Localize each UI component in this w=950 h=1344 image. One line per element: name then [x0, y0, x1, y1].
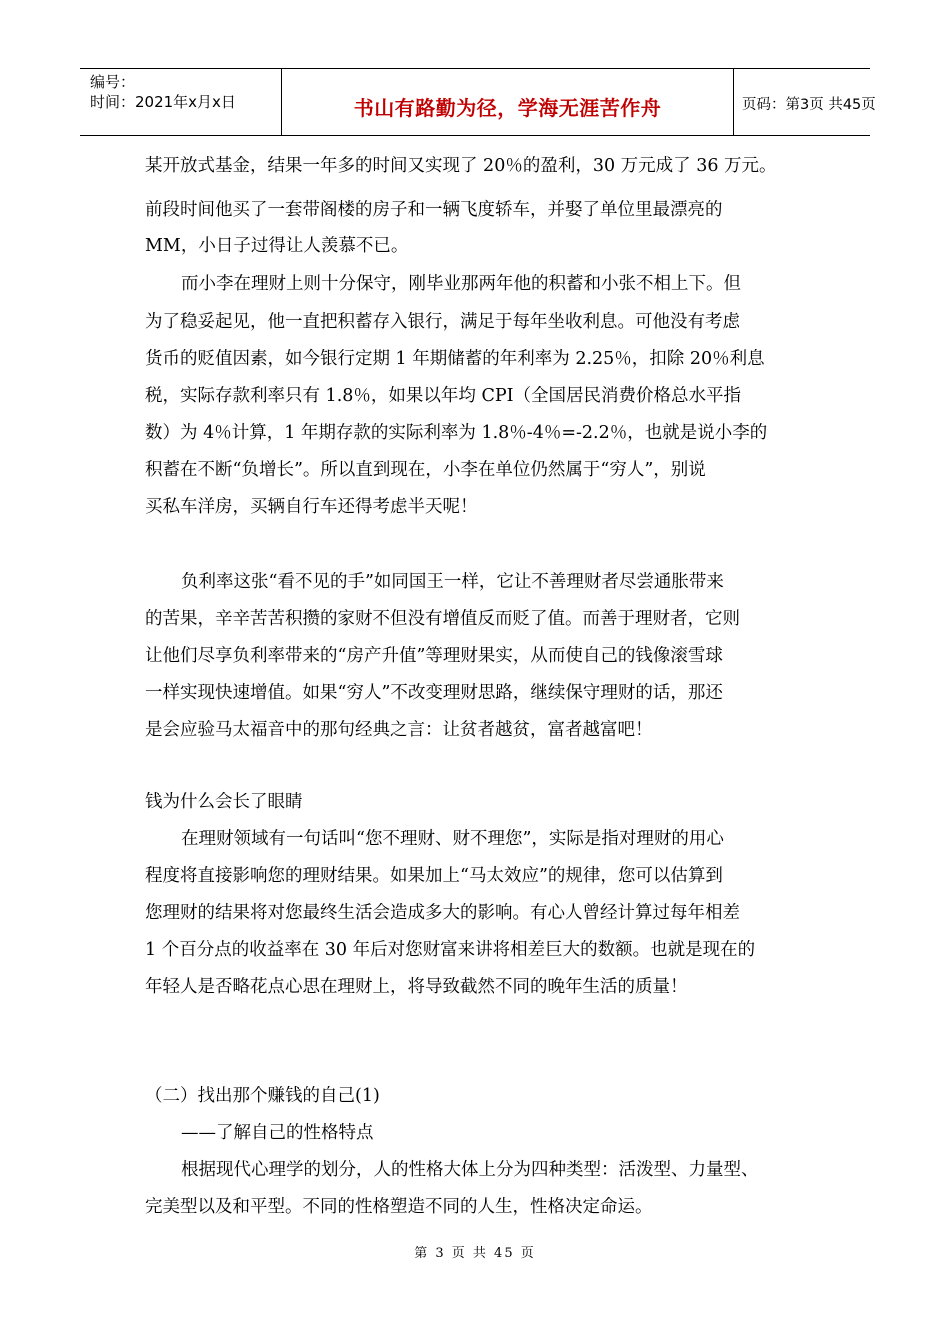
body-line: 年轻人是否略花点心思在理财上，将导致截然不同的晚年生活的质量！ — [145, 977, 688, 997]
body-line: 完美型以及和平型。不同的性格塑造不同的人生，性格决定命运。 — [145, 1197, 653, 1217]
body-line: 买私车洋房，买辆自行车还得考虑半天呢！ — [145, 497, 478, 517]
header-page-number: 页码：第3页 共45页 — [742, 97, 876, 113]
page-footer: 第 3 页 共 45 页 — [414, 1246, 536, 1261]
section-heading: （二）找出那个赚钱的自己(1) — [145, 1086, 380, 1106]
document-code-label: 编号： — [90, 73, 136, 91]
body-line: 负利率这张“看不见的手”如同国王一样，它让不善理财者尽尝通胀带来 — [181, 572, 724, 592]
header-page-cell — [734, 69, 876, 135]
body-line: 您理财的结果将对您最终生活会造成多大的影响。有心人曾经计算过每年相差 — [145, 903, 740, 923]
body-line: 前段时间他买了一套带阁楼的房子和一辆飞度轿车，并娶了单位里最漂亮的 — [145, 200, 723, 220]
body-line: 税，实际存款利率只有 1.8％，如果以年均 CPI（全国居民消费价格总水平指 — [145, 386, 742, 406]
header-motto-cell — [282, 69, 734, 135]
section-subheading: ——了解自己的性格特点 — [181, 1123, 374, 1143]
body-line: 货币的贬值因素，如今银行定期 1 年期储蓄的年利率为 2.25％，扣除 20％利息 — [145, 349, 765, 369]
page-header — [80, 68, 876, 136]
header-motto: 书山有路勤为径，学海无涯苦作舟 — [353, 96, 662, 120]
body-line: 是会应验马太福音中的那句经典之言：让贫者越贫，富者越富吧！ — [145, 720, 653, 740]
body-line: 而小李在理财上则十分保守，刚毕业那两年他的积蓄和小张不相上下。但 — [181, 274, 741, 294]
body-line: 的苦果，辛辛苦苦积攒的家财不但没有增值反而贬了值。而善于理财者，它则 — [145, 609, 740, 629]
body-line: 为了稳妥起见，他一直把积蓄存入银行，满足于每年坐收利息。可他没有考虑 — [145, 312, 740, 332]
body-line: 1 个百分点的收益率在 30 年后对您财富来讲将相差巨大的数额。也就是现在的 — [145, 940, 756, 960]
body-line: 让他们尽享负利率带来的“房产升值”等理财果实，从而使自己的钱像滚雪球 — [145, 646, 723, 666]
body-line: 一样实现快速增值。如果“穷人”不改变理财思路，继续保守理财的话，那还 — [145, 683, 723, 703]
header-meta-cell — [80, 69, 282, 135]
body-line: 在理财领域有一句话叫“您不理财、财不理您”，实际是指对理财的用心 — [181, 829, 724, 849]
body-line: 程度将直接影响您的理财结果。如果加上“马太效应”的规律，您可以估算到 — [145, 866, 723, 886]
section-heading: 钱为什么会长了眼睛 — [145, 792, 303, 812]
body-line: 某开放式基金，结果一年多的时间又实现了 20％的盈利，30 万元成了 36 万元。 — [145, 156, 777, 176]
body-line: 根据现代心理学的划分，人的性格大体上分为四种类型：活泼型、力量型、 — [181, 1160, 759, 1180]
document-date-label: 时间：2021年x月x日 — [90, 93, 236, 111]
body-line: 积蓄在不断“负增长”。所以直到现在，小李在单位仍然属于“穷人”，别说 — [145, 460, 706, 480]
body-line: MM，小日子过得让人羡慕不已。 — [145, 236, 409, 256]
body-line: 数）为 4％计算，1 年期存款的实际利率为 1.8％-4％=-2.2％，也就是说小李的 — [145, 423, 768, 443]
